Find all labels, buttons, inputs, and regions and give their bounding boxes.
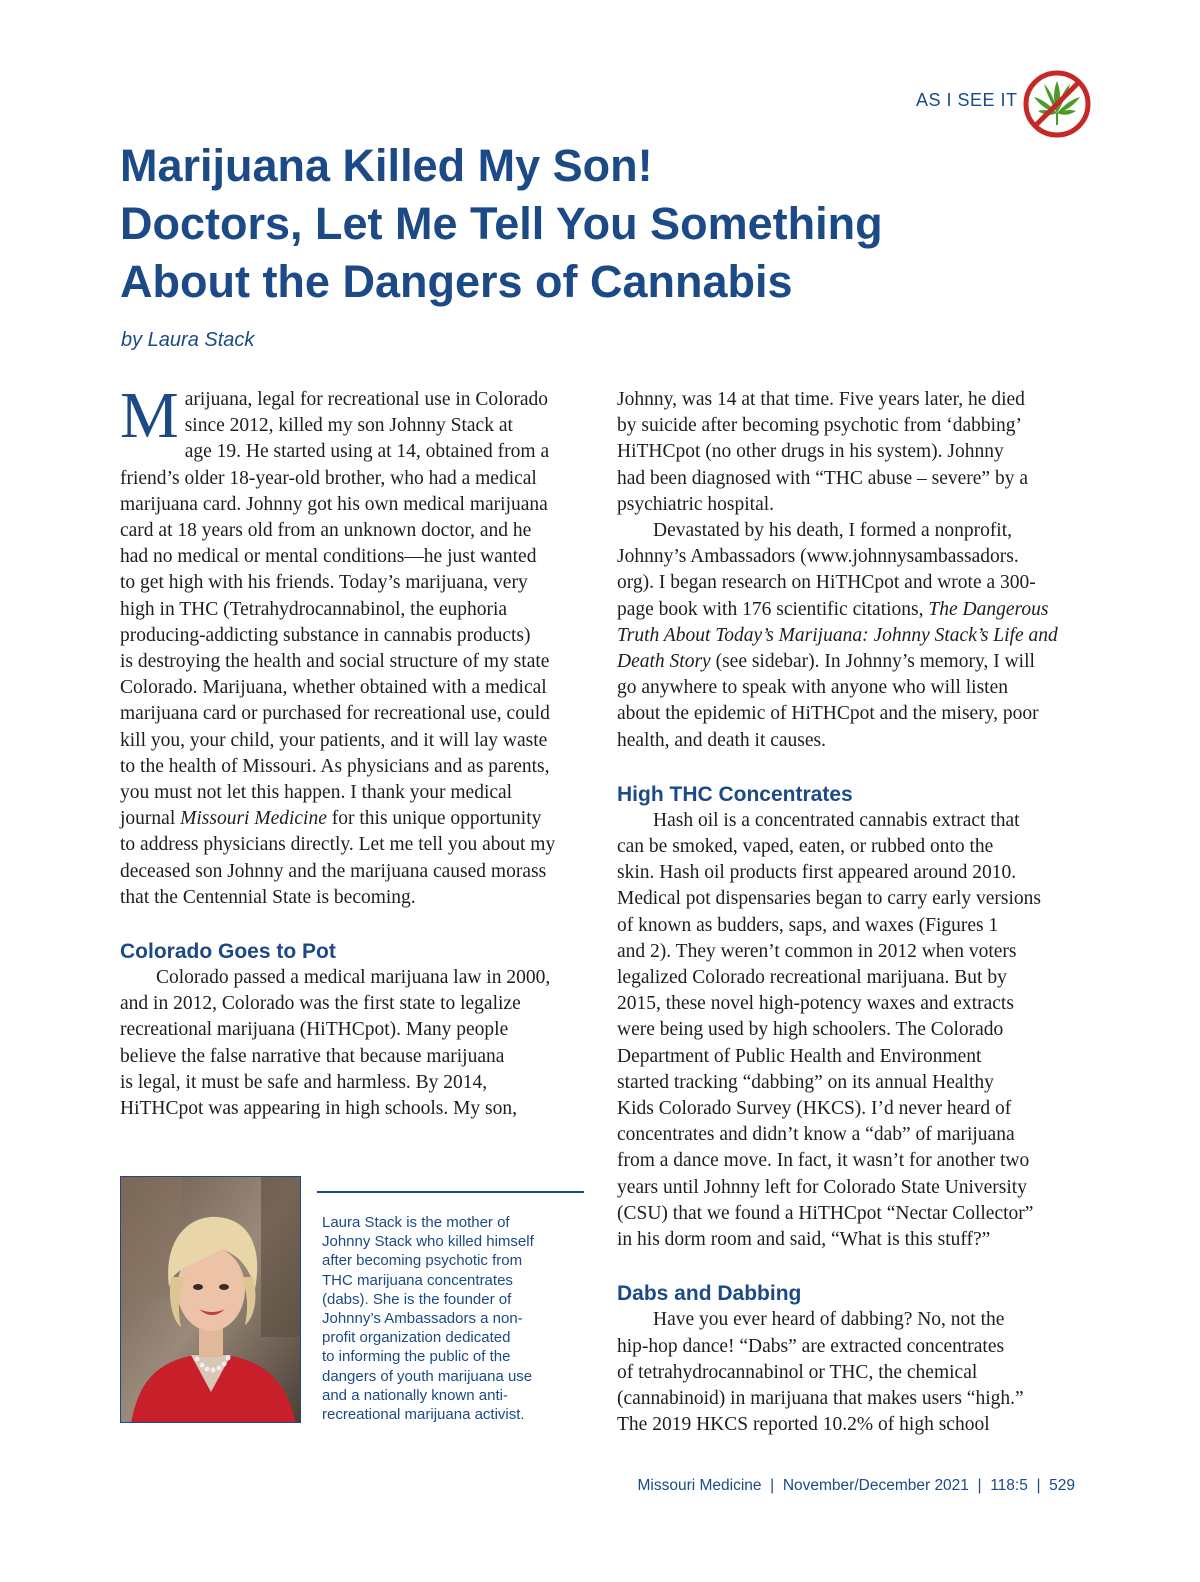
no-cannabis-icon — [1022, 69, 1092, 139]
author-bio: Laura Stack is the mother of Johnny Stack who killed himself after becoming psychotic from THC marijuana concentrates (dabs). She is the founder of Johnny’s Ambassadors a non- profit organization dedicated to informing the public of the dangers of youth marijuana use and a nationally known anti- recreational marijuana activist. — [322, 1214, 534, 1424]
section3-paragraph: Have you ever heard of dabbing? No, not the hip-hop dance! “Dabs” are extracted concentrates of tetrahydrocannabinol or THC, the chemical (cannabinoid) in marijuana that makes users “high.” The 2019 HKCS reported 10.2% of high school — [617, 1309, 1024, 1436]
section-heading-high-thc-concentrates: High THC Concentrates — [617, 782, 853, 806]
title-line-3: About the Dangers of Cannabis — [120, 256, 793, 307]
book-title-1: The Dangerous — [928, 598, 1049, 620]
right-column — [617, 387, 1095, 1438]
journal-line: journal Missouri Medicine for this unique opportunity — [120, 808, 542, 830]
footer-separator: | — [770, 1477, 775, 1494]
left-column — [120, 379, 590, 1122]
author-photo — [120, 1176, 301, 1423]
footer-volume: 118:5 — [990, 1477, 1028, 1494]
section-label: AS I SEE IT — [916, 90, 1018, 110]
footer-separator: | — [1036, 1477, 1041, 1494]
footer-separator: | — [977, 1477, 982, 1494]
footer-page-number: 529 — [1049, 1477, 1075, 1494]
book-title-2: Truth About Today’s Marijuana: Johnny Stack’s Life and — [617, 624, 1058, 646]
section-heading-dabs-and-dabbing: Dabs and Dabbing — [617, 1282, 802, 1306]
byline: by Laura Stack — [121, 329, 255, 351]
section-heading-colorado-goes-to-pot: Colorado Goes to Pot — [120, 940, 336, 964]
drop-cap: M — [120, 379, 179, 452]
title-line-1: Marijuana Killed My Son! — [120, 140, 653, 191]
intro-paragraph: M arijuana, legal for recreational use in Colorado since 2012, killed my son Johnny Stack at age 19. He started using at 14, obtained from a friend’s older 18-year-old brother, who had a medical marijuana card. Johnny got his own medical marijuana card at 18 years old from an unknown doctor, and he had no medical or mental conditions—he just wanted to get high with his friends. Today’s marijuana, very high in THC (Tetrahydrocannabinol, the euphoria producing-addicting substance in cannabis products) is destroying the health and social structure of my state Colorado. Marijuana, whether obtained with a medical marijuana card or purchased for recreational use, could kill you, your child, your patients, and it will lay waste to the health of Missouri. As physicians and as parents, you must not let this happen. I thank your medical journal Missouri Medicine for this unique opportunity to address physicians directly. Let me tell you about my deceased son Johnny and the marijuana caused morass that the Centennial State is becoming. — [120, 387, 590, 911]
section1-paragraph: Colorado passed a medical marijuana law in 2000, and in 2012, Colorado was the first state to legalize recreational marijuana (HiTHCpot). Many people believe the false narrative that because marijuana is legal, it must be safe and harmless. By 2014, HiTHCpot was appearing in high schools. My son, — [120, 967, 551, 1120]
right-paragraph-1: Johnny, was 14 at that time. Five years later, he died by suicide after becoming psychotic from ‘dabbing’ HiTHCpot (no other drugs in his system). Johnny had been diagnosed with “THC abuse – severe” by a psychiatric hospital. — [617, 389, 1028, 515]
right-paragraph-2: Devastated by his death, I formed a nonprofit, Johnny’s Ambassadors (www.johnnysambassadors. org). I began research on HiTHCpot and wrote a 300- page book with 176 scientific citations, The Dangerous Truth About Today’s Marijuana: Johnny Stack’s Life and Death Story (see sidebar). In Johnny’s memory, I will go anywhere to speak with anyone who will listen about the epidemic of HiTHCpot and the misery, poor health, and death it causes. — [617, 520, 1058, 751]
page-footer — [638, 1477, 1076, 1495]
section2-paragraph: Hash oil is a concentrated cannabis extract that can be smoked, vaped, eaten, or rubbed onto the skin. Hash oil products first appeared around 2010. Medical pot dispensaries began to carry early versions of known as budders, saps, and waxes (Figures 1 and 2). They weren’t common in 2012 when voters legalized Colorado recreational marijuana. But by 2015, these novel high-potency waxes and extracts were being used by high schoolers. The Colorado Department of Public Health and Environment started tracking “dabbing” on its annual Healthy Kids Colorado Survey (HKCS). I’d never heard of concentrates and didn’t know a “dab” of marijuana from a dance move. In fact, it wasn’t for another two years until Johnny left for Colorado State University (CSU) that we found a HiTHCpot “Nectar Collector” in his dorm room and said, “What is this stuff?” — [617, 809, 1041, 1251]
footer-issue-date: November/December 2021 — [782, 1477, 969, 1494]
bio-divider — [317, 1191, 584, 1193]
book-title-3: Death Story — [617, 651, 711, 673]
article-title — [120, 137, 1120, 311]
journal-name: Missouri Medicine — [180, 808, 327, 830]
title-line-2: Doctors, Let Me Tell You Something — [120, 198, 883, 249]
footer-journal: Missouri Medicine — [637, 1477, 762, 1494]
